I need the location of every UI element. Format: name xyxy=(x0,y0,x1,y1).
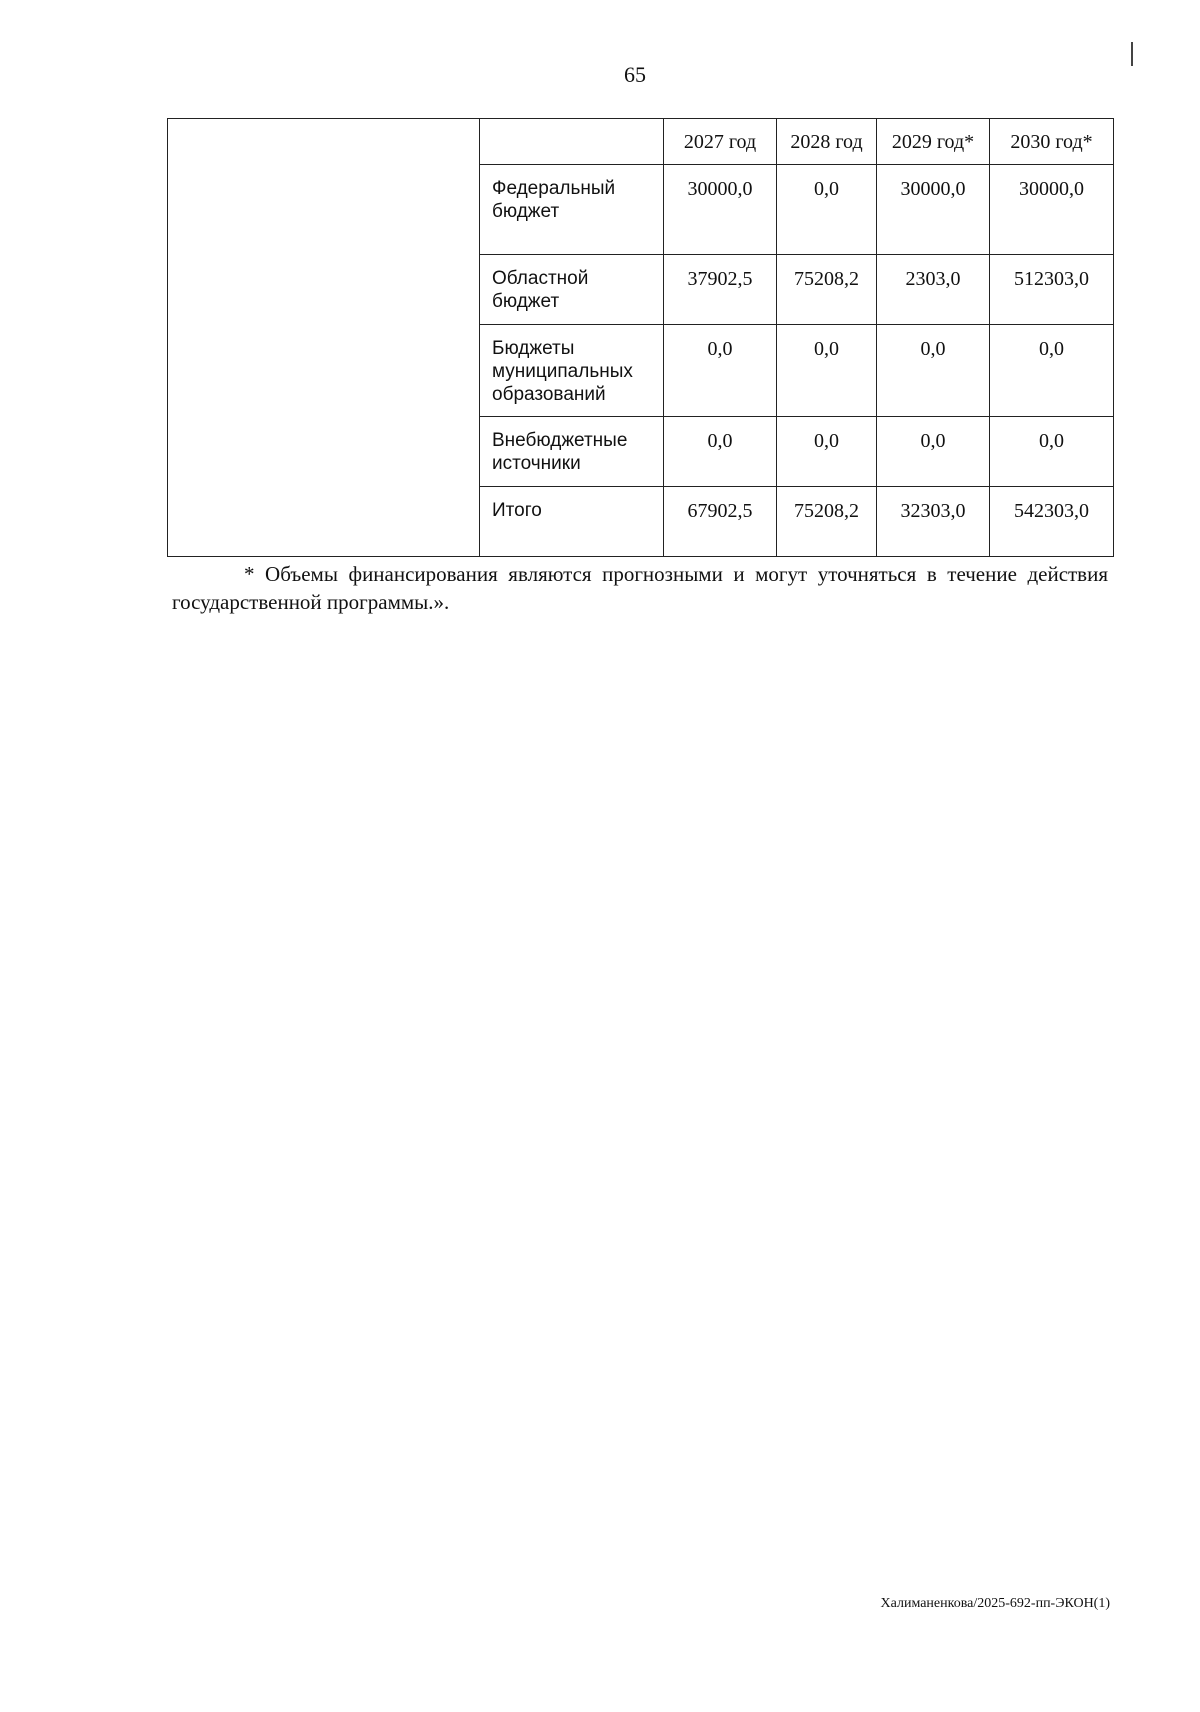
cell-value: 0,0 xyxy=(877,417,990,487)
blank-left-cell xyxy=(168,119,480,557)
cell-value: 75208,2 xyxy=(777,487,877,557)
cell-value: 30000,0 xyxy=(877,165,990,255)
cell-value: 0,0 xyxy=(664,417,777,487)
cell-value: 67902,5 xyxy=(664,487,777,557)
header-year-2028: 2028 год xyxy=(777,119,877,165)
cell-value: 512303,0 xyxy=(990,255,1114,325)
row-label-federal: Федеральный бюджет xyxy=(480,165,664,255)
cell-value: 75208,2 xyxy=(777,255,877,325)
footnote: * Объемы финансирования являются прогнозными и могут уточняться в течение действия государственной программы.». xyxy=(172,562,1108,614)
row-label-regional: Областной бюджет xyxy=(480,255,664,325)
cell-value: 0,0 xyxy=(777,417,877,487)
cell-value: 0,0 xyxy=(777,165,877,255)
table-header-row xyxy=(168,119,1114,165)
cell-value: 30000,0 xyxy=(664,165,777,255)
cell-value: 0,0 xyxy=(990,417,1114,487)
row-label-municipal: Бюджеты муниципальных образований xyxy=(480,325,664,417)
header-year-2030: 2030 год* xyxy=(990,119,1114,165)
cell-value: 32303,0 xyxy=(877,487,990,557)
cell-value: 0,0 xyxy=(990,325,1114,417)
header-empty-cell xyxy=(480,119,664,165)
cell-value: 2303,0 xyxy=(877,255,990,325)
header-year-2029: 2029 год* xyxy=(877,119,990,165)
cell-value: 30000,0 xyxy=(990,165,1114,255)
cell-value: 542303,0 xyxy=(990,487,1114,557)
document-signature: Халиманенкова/2025-692-пп-ЭКОН(1) xyxy=(880,1596,1110,1611)
cell-value: 0,0 xyxy=(777,325,877,417)
cell-value: 37902,5 xyxy=(664,255,777,325)
cell-value: 0,0 xyxy=(664,325,777,417)
row-label-extrabudgetary: Внебюджетные источники xyxy=(480,417,664,487)
row-label-total: Итого xyxy=(480,487,664,557)
funding-table xyxy=(167,118,1114,557)
page-number: 65 xyxy=(624,62,646,87)
cell-value: 0,0 xyxy=(877,325,990,417)
header-year-2027: 2027 год xyxy=(664,119,777,165)
